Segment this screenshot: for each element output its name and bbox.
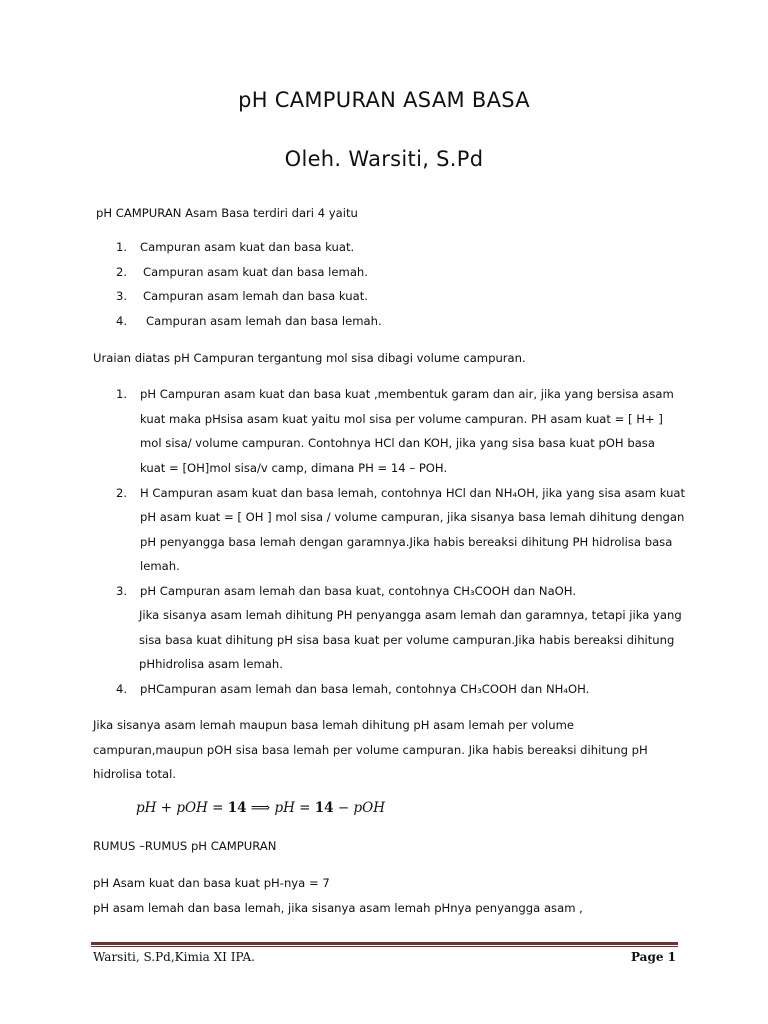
intro-text: pH CAMPURAN Asam Basa terdiri dari 4 yaitu — [96, 206, 358, 220]
formula-14: 14 — [314, 800, 334, 816]
formula-ph: pH — [136, 800, 157, 816]
detail-number: 4. — [116, 682, 128, 696]
footer-rule-thin — [91, 946, 678, 947]
detail-line: pHhidrolisa asam lemah. — [139, 657, 283, 671]
footer-author: Warsiti, S.Pd,Kimia XI IPA. — [93, 950, 255, 964]
detail-line: pHCampuran asam lemah dan basa lemah, contohnya CH₃COOH dan NH₄OH. — [140, 682, 590, 696]
formula-equals: = — [207, 800, 228, 816]
formula-equals: = — [294, 800, 315, 816]
detail-line: kuat = [OH]mol sisa/v camp, dimana PH = 14 – POH. — [140, 461, 448, 475]
formula-minus: − — [333, 800, 354, 816]
closing-line: Jika sisanya asam lemah maupun basa lemah dihitung pH asam lemah per volume — [93, 718, 575, 732]
type-number: 2. — [116, 265, 128, 279]
type-number: 4. — [116, 314, 128, 328]
detail-line: lemah. — [140, 559, 180, 573]
detail-line: pH penyangga basa lemah dengan garamnya.Jika habis bereaksi dihitung PH hidrolisa basa — [140, 535, 673, 549]
type-item: Campuran asam lemah dan basa kuat. — [143, 289, 368, 303]
detail-line: sisa basa kuat dihitung pH sisa basa kuat per volume campuran.Jika habis bereaksi dihitung — [139, 633, 675, 647]
ph-poh-formula — [136, 800, 385, 816]
type-number: 3. — [116, 289, 128, 303]
formula-poh: pOH — [176, 800, 208, 816]
detail-line: Jika sisanya asam lemah dihitung PH penyangga asam lemah dan garamnya, tetapi jika yang — [139, 608, 682, 622]
document-title: pH CAMPURAN ASAM BASA — [238, 88, 530, 112]
formula-14: 14 — [227, 800, 247, 816]
rumus-heading: RUMUS –RUMUS pH CAMPURAN — [93, 839, 277, 853]
rumus-line: pH Asam kuat dan basa kuat pH-nya = 7 — [93, 876, 330, 890]
formula-plus: + — [156, 800, 177, 816]
detail-number: 1. — [116, 387, 128, 401]
type-item: Campuran asam lemah dan basa lemah. — [146, 314, 382, 328]
detail-line: kuat maka pHsisa asam kuat yaitu mol sisa per volume campuran. PH asam kuat = [ H+ ] — [140, 412, 663, 426]
detail-line: pH Campuran asam lemah dan basa kuat, contohnya CH₃COOH dan NaOH. — [140, 584, 577, 598]
formula-poh: pOH — [353, 800, 385, 816]
rumus-line: pH asam lemah dan basa lemah, jika sisanya asam lemah pHnya penyangga asam , — [93, 901, 583, 915]
detail-number: 3. — [116, 584, 128, 598]
formula-ph: pH — [274, 800, 295, 816]
type-item: Campuran asam kuat dan basa kuat. — [140, 240, 355, 254]
document-author: Oleh. Warsiti, S.Pd — [284, 147, 484, 171]
uraian-paragraph: Uraian diatas pH Campuran tergantung mol sisa dibagi volume campuran. — [93, 351, 526, 365]
page-number: Page 1 — [630, 950, 676, 964]
detail-line: H Campuran asam kuat dan basa lemah, contohnya HCl dan NH₄OH, jika yang sisa asam kuat — [140, 486, 686, 500]
detail-line: mol sisa/ volume campuran. Contohnya HCl dan KOH, jika yang sisa basa kuat pOH basa — [140, 436, 655, 450]
detail-line: pH asam kuat = [ OH ] mol sisa / volume campuran, jika sisanya basa lemah dihitung dengan — [140, 510, 685, 524]
detail-number: 2. — [116, 486, 128, 500]
closing-line: hidrolisa total. — [93, 767, 177, 781]
closing-line: campuran,maupun pOH sisa basa lemah per volume campuran. Jika habis bereaksi dihitung pH — [93, 743, 648, 757]
formula-implies: ⟹ — [246, 800, 275, 816]
footer-rule-thick — [91, 942, 678, 945]
type-number: 1. — [116, 240, 128, 254]
type-item: Campuran asam kuat dan basa lemah. — [143, 265, 368, 279]
detail-line: pH Campuran asam kuat dan basa kuat ,membentuk garam dan air, jika yang bersisa asam — [140, 387, 674, 401]
